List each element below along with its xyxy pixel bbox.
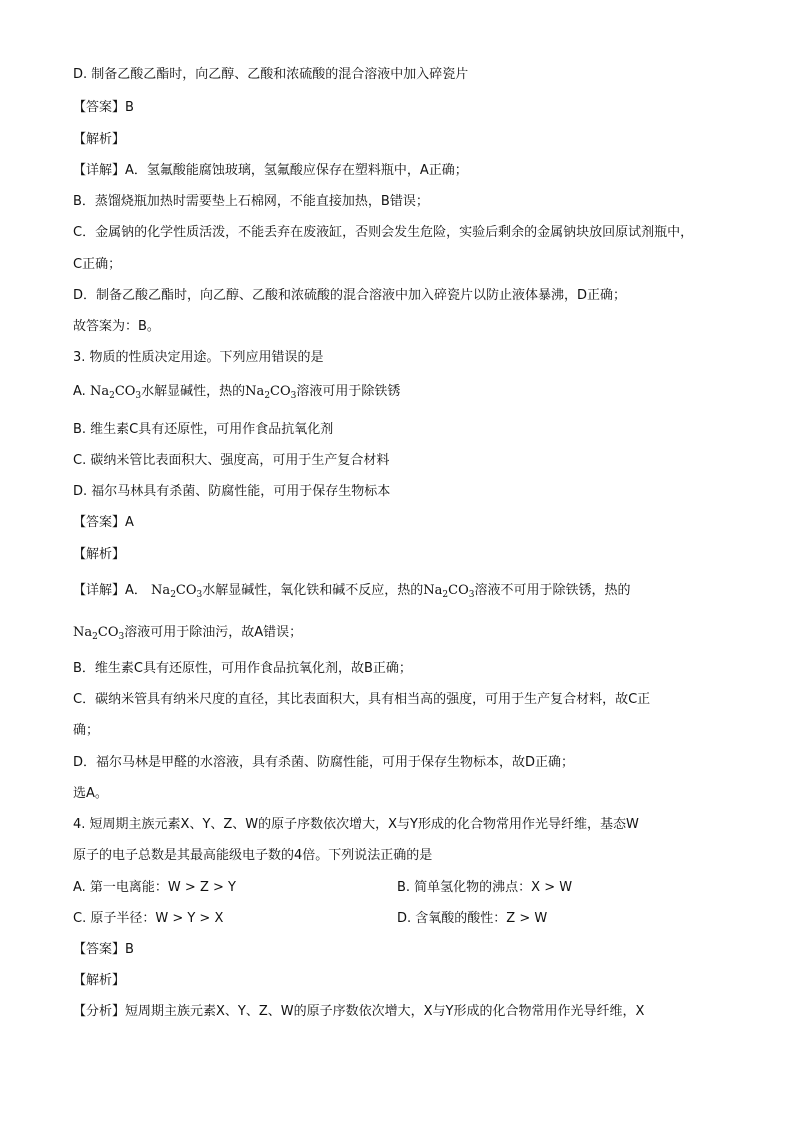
q4-option-c: C. 原子半径：W > Y > X <box>73 911 224 926</box>
q2-answer: 【答案】B <box>73 100 134 115</box>
q3-detail-c1: C．碳纳米管具有纳米尺度的直径，其比表面积大，具有相当高的强度，可用于生产复合材料，故C正 <box>73 692 651 707</box>
q3-option-a-mid: 水解显碱性，热的 <box>141 384 246 399</box>
q2-analysis-label: 【解析】 <box>73 132 126 147</box>
q4-analysis-label: 【解析】 <box>73 973 126 988</box>
q4-option-b: B. 简单氢化物的沸点：X > W <box>397 880 573 895</box>
q4-options-row1 <box>73 879 753 897</box>
q2-conclusion: 故答案为：B。 <box>73 319 160 334</box>
q4-options-row2 <box>73 910 753 928</box>
formula-na2co3: $Na_2CO_3$ <box>423 583 475 600</box>
q3-option-b: B. 维生素C具有还原性，可用作食品抗氧化剂 <box>73 422 334 437</box>
q3-analysis-label: 【解析】 <box>73 547 126 562</box>
q3-conclusion: 选A。 <box>73 786 108 801</box>
q3-stem: 3. 物质的性质决定用途。下列应用错误的是 <box>73 350 324 365</box>
formula-na2co3: $Na_2CO_3$ <box>151 583 203 600</box>
q2-detail-d: D．制备乙酸乙酯时，向乙醇、乙酸和浓硫酸的混合溶液中加入碎瓷片以防止液体暴沸，D正确； <box>73 288 627 303</box>
q3-detail-a2 <box>73 624 753 642</box>
q3-detail-a <box>73 582 753 600</box>
q3-detail-c2: 确； <box>73 723 100 738</box>
q4-stem-line1: 4. 短周期主族元素X、Y、Z、W的原子序数依次增大，X与Y形成的化合物常用作光导纤维，基态W <box>73 817 639 832</box>
q2-option-d: D. 制备乙酸乙酯时，向乙醇、乙酸和浓硫酸的混合溶液中加入碎瓷片 <box>73 67 469 82</box>
q3-detail-b: B．维生素C具有还原性，可用作食品抗氧化剂，故B正确； <box>73 661 412 676</box>
q4-stem-line2: 原子的电子总数是其最高能级电子数的4倍。下列说法正确的是 <box>73 848 433 863</box>
q3-option-a-letter: A. <box>73 384 86 399</box>
q3-detail-d: D．福尔马林是甲醛的水溶液，具有杀菌、防腐性能，可用于保存生物标本，故D正确； <box>73 755 575 770</box>
q3-option-a-post: 溶液可用于除铁锈 <box>296 384 401 399</box>
q3-detail-a-post: 溶液不可用于除铁锈，热的 <box>474 583 631 598</box>
q2-detail-a: 【详解】A．氢氟酸能腐蚀玻璃，氢氟酸应保存在塑料瓶中，A正确； <box>73 163 468 178</box>
q4-answer: 【答案】B <box>73 942 134 957</box>
q3-option-d: D. 福尔马林具有杀菌、防腐性能，可用于保存生物标本 <box>73 484 391 499</box>
q3-option-c: C. 碳纳米管比表面积大、强度高，可用于生产复合材料 <box>73 453 390 468</box>
q4-fenxi: 【分析】短周期主族元素X、Y、Z、W的原子序数依次增大，X与Y形成的化合物常用作光导纤维，X <box>73 1004 645 1019</box>
q3-answer: 【答案】A <box>73 515 134 530</box>
q3-option-a <box>73 383 753 401</box>
q2-detail-c2: C正确； <box>73 257 122 272</box>
q2-detail-b: B．蒸馏烧瓶加热时需要垫上石棉网，不能直接加热，B错误； <box>73 194 429 209</box>
q4-option-d: D. 含氧酸的酸性：Z > W <box>397 911 548 926</box>
q3-detail-a-pre: 【详解】A． <box>73 583 147 598</box>
formula-na2co3: $Na_2CO_3$ <box>89 384 142 401</box>
formula-na2co3: $Na_2CO_3$ <box>73 625 125 642</box>
q3-detail-a-mid: 水解显碱性，氧化铁和碱不反应，热的 <box>202 583 424 598</box>
q3-detail-a2-text: 溶液可用于除油污，故A错误； <box>124 625 303 640</box>
q2-detail-c1: C．金属钠的化学性质活泼，不能丢弃在废液缸，否则会发生危险，实验后剩余的金属钠块放回原试剂瓶中， <box>73 225 694 240</box>
q4-option-a: A. 第一电离能：W > Z > Y <box>73 880 236 895</box>
formula-na2co3: $Na_2CO_3$ <box>245 384 297 401</box>
